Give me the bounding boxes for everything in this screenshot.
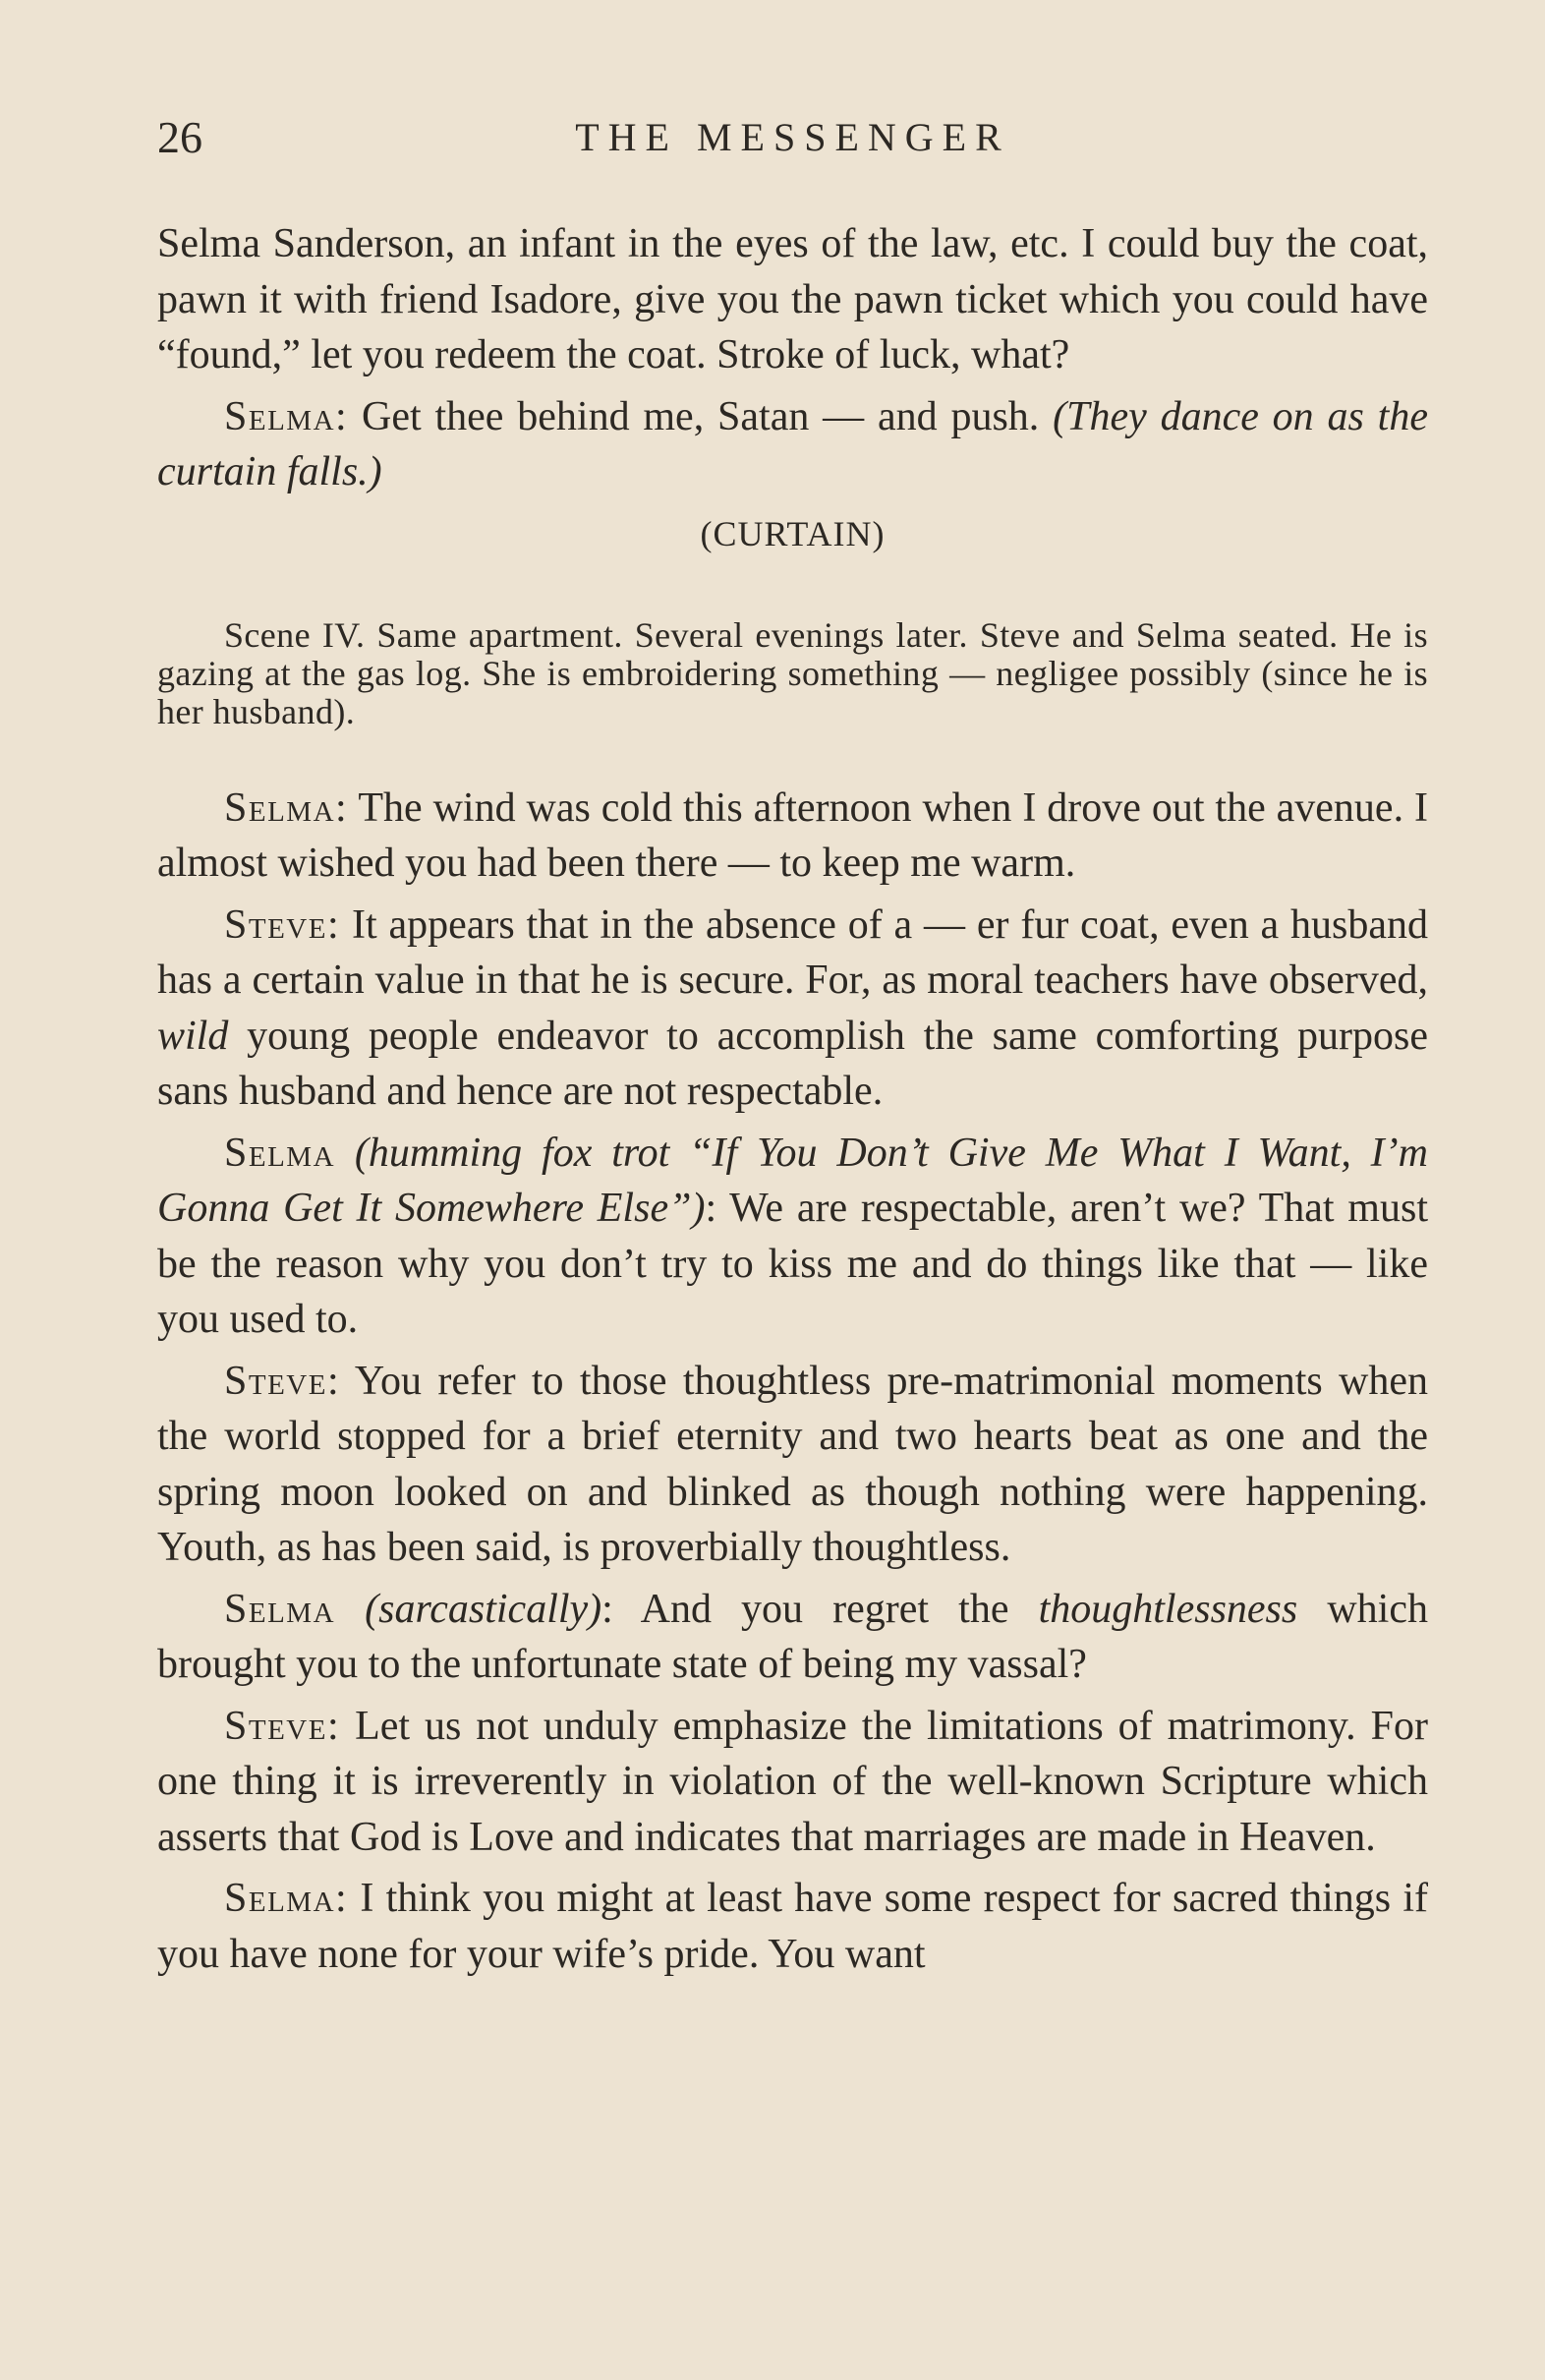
dialogue-text: The wind was cold this afternoon when I drove out the avenue. I almost wished you had been there — to keep me warm. [157,784,1428,886]
speaker-name: Selma: [224,784,349,831]
dialogue-text: : We are respectable, aren’t we? That must be the reason why you don’t try to kiss me and do things like that — like you used to. [157,1186,1428,1342]
page-number: 26 [157,112,202,162]
stage-direction: (They dance on as the curtain falls.) [157,393,1428,494]
speaker-name: Steve: [224,901,341,948]
dialogue-text: You refer to those thoughtless pre-matrimonial moments when the world stopped for a brief eternity and two hearts beat as one and the spring moon looked on and blinked as though nothing were happening. Youth, as has been said, is proverbially thoughtless. [157,1358,1428,1570]
book-page [157,98,1428,1988]
dialogue-selma-satan [157,389,1428,500]
speaker-name: Selma [224,1130,336,1176]
dialogue-text: which brought you to the unfortunate state of being my vassal? [157,1586,1428,1687]
speaker-name: Steve: [224,1703,341,1749]
speaker-name: Selma: [224,393,349,439]
speaker-name: Selma: [224,1876,349,1921]
scene-heading: Scene IV. Same apartment. Several evenings later. Steve and Selma seated. He is gazing at the gas log. She is embroidering something — negligee possibly (since he is her husband). [157,614,1428,731]
dialogue-steve-matrimony [157,1699,1428,1866]
running-title: THE MESSENGER [575,115,1010,159]
speaker-name: Selma [224,1586,336,1632]
dialogue-steve-moments [157,1354,1428,1576]
dialogue-text: young people endeavor to accomplish the same comforting purpose sans husband and hence are not respectable. [157,1013,1428,1114]
paragraph-text: Selma Sanderson, an infant in the eyes of the law, etc. I could buy the coat, pawn it with friend Isadore, give you the pawn ticket which you could have “found,” let you redeem the coat. Stroke of luck, what? [157,221,1428,377]
dialogue-selma-sacred [157,1871,1428,1982]
dialogue-steve-fur-coat [157,898,1428,1120]
dialogue-selma-sarcastic [157,1582,1428,1693]
dialogue-text: Let us not unduly emphasize the limitations of matrimony. For one thing it is irreverently in violation of the well-known Scripture which asserts that God is Love and indicates that marriages are made in Heaven. [157,1703,1428,1860]
stage-direction: (humming fox trot “If You Don’t Give Me What I Want, I’m Gonna Get It Somewhere Else”) [157,1130,1428,1231]
speaker-name: Steve: [224,1358,341,1404]
emphasis-text: thoughtlessness [1038,1586,1298,1632]
running-header [157,98,1428,177]
dialogue-selma-humming [157,1126,1428,1348]
stage-direction: (sarcastically) [335,1586,602,1632]
dialogue-text: It appears that in the absence of a — er fur coat, even a husband has a certain value in that he is secure. For, as moral teachers have observed, [157,901,1428,1003]
paragraph-continuation [157,216,1428,383]
dialogue-selma-wind [157,781,1428,892]
dialogue-text: I think you might at least have some respect for sacred things if you have none for your wife’s pride. You want [157,1876,1428,1977]
curtain-marker: (CURTAIN) [700,513,886,553]
dialogue-text: : And you regret the [601,1586,1039,1632]
dialogue-text: Get thee behind me, Satan — and push. [348,393,1054,439]
emphasis-text: wild [157,1013,229,1059]
page-body [157,216,1428,1982]
